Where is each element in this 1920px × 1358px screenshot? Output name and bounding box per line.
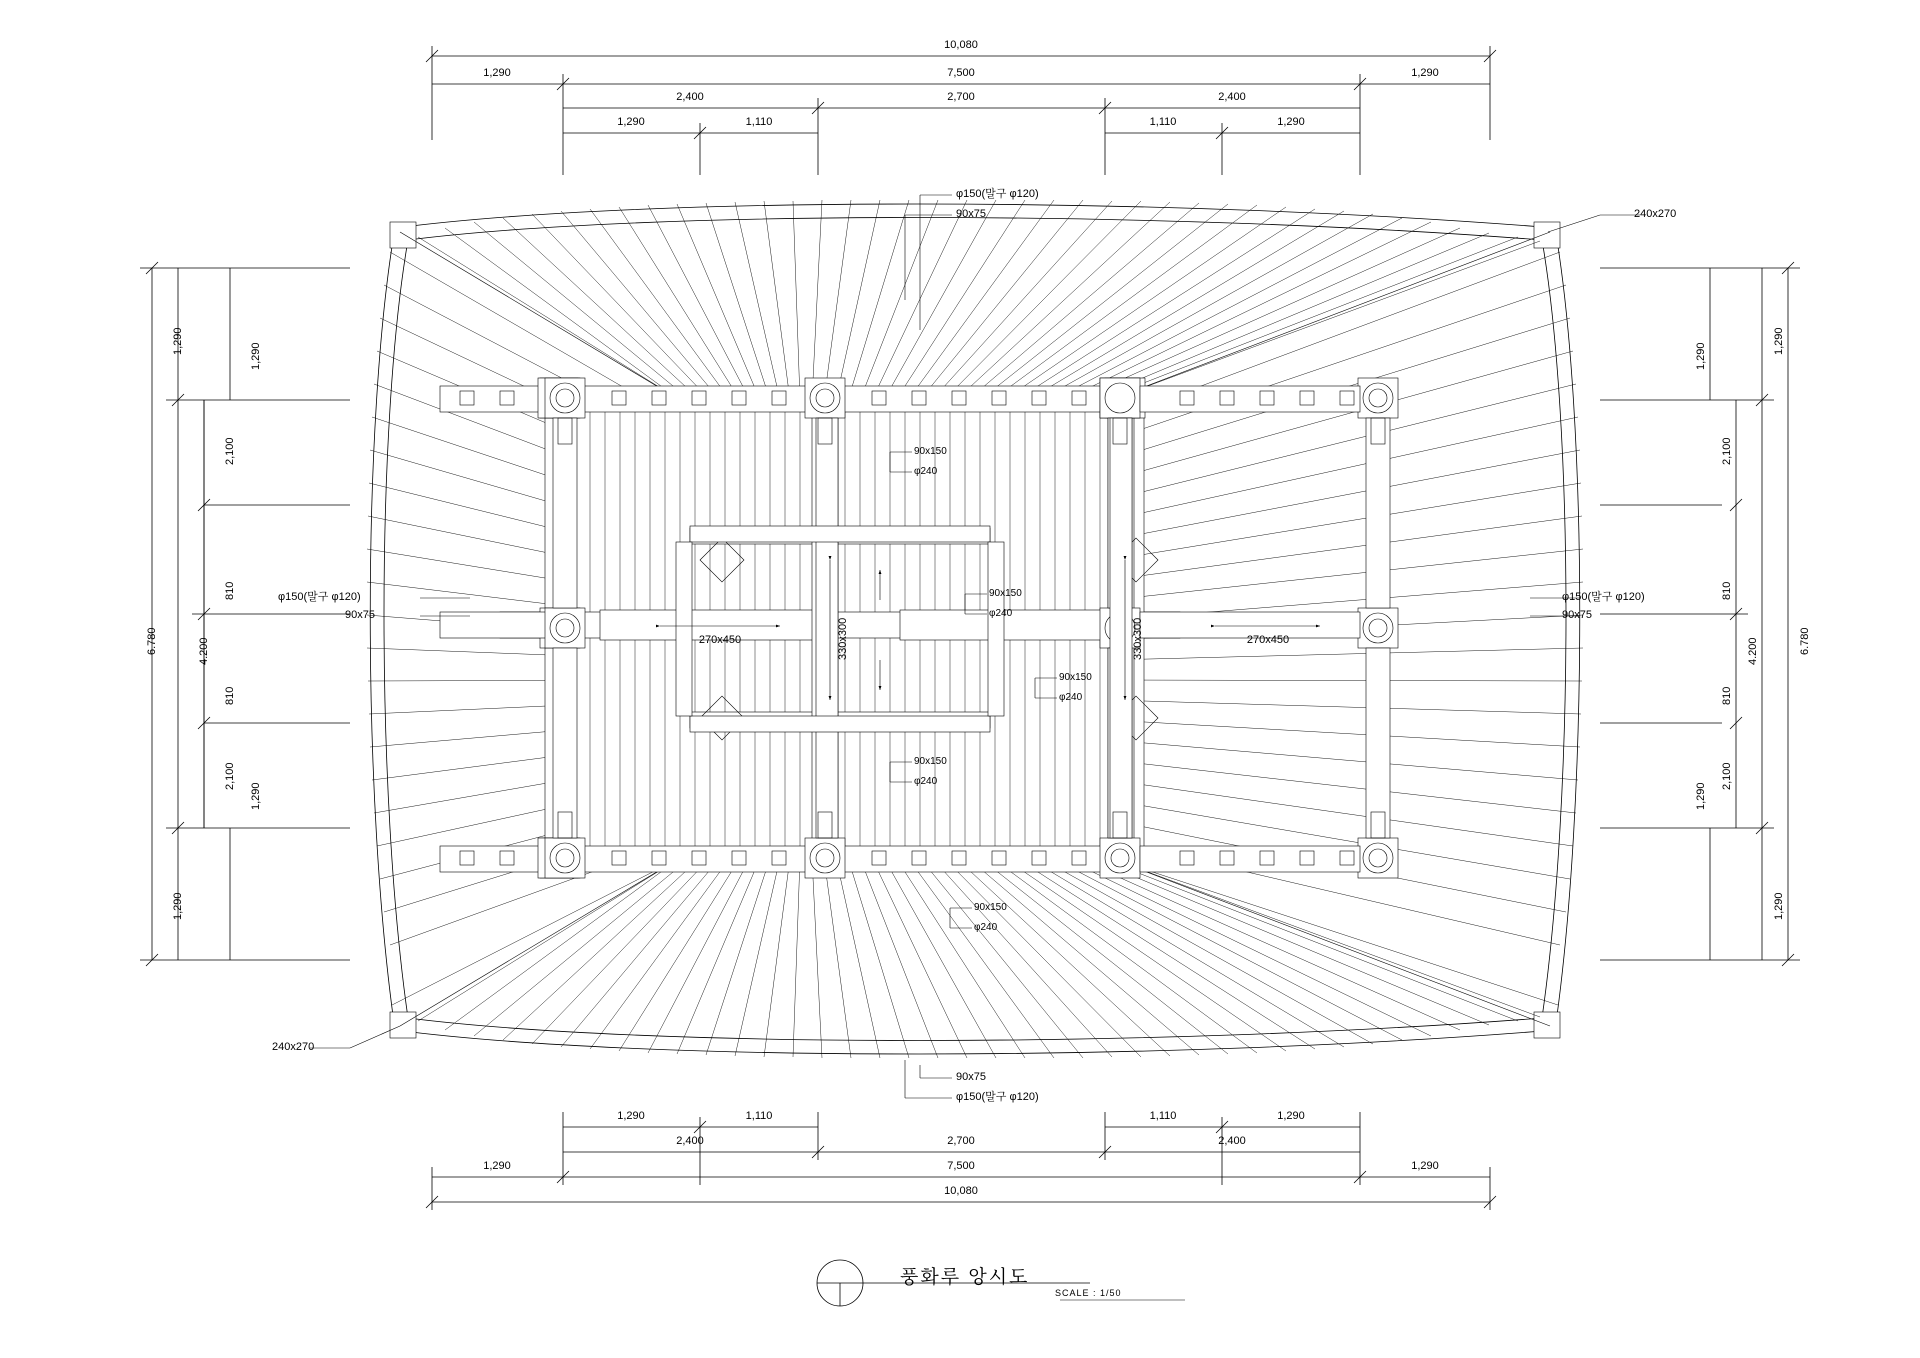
callout-beam-a1: 90x150	[914, 446, 947, 457]
callout-beam-b2: φ240	[989, 608, 1013, 619]
callout-top-purlin: 90x75	[956, 208, 986, 220]
dim-right-mid: 4.200	[1747, 637, 1759, 665]
callout-bottom-left-corner: 240x270	[272, 1041, 315, 1053]
dim-left-outer: 6.780	[146, 627, 158, 655]
dim-bottom-r1-1: 1,290	[617, 1110, 645, 1122]
callout-beam-d2: φ240	[914, 776, 938, 787]
dim-right-inner-1: 1,290	[1695, 342, 1707, 370]
dim-left-inner-2: 1,290	[250, 782, 262, 810]
callout-beam-e2: φ240	[974, 922, 998, 933]
dim-left-seg-4: 810	[224, 686, 236, 705]
drawing-title: 풍화루 앙시도	[900, 1267, 1030, 1288]
dim-right-seg-6: 1,290	[1773, 892, 1785, 920]
dim-bottom-r3-1: 1,290	[483, 1160, 511, 1172]
dim-right-seg-3: 810	[1721, 581, 1733, 600]
callout-beam-b1: 90x150	[989, 588, 1022, 599]
callout-beam-d1: 90x150	[914, 756, 947, 767]
dim-top-r4-3: 1,110	[1149, 116, 1177, 128]
callout-beam-a2: φ240	[914, 466, 938, 477]
callout-right-purlin: 90x75	[1562, 609, 1592, 621]
dim-left-seg-1: 1,290	[172, 327, 184, 355]
dim-top-r4-2: 1,110	[745, 116, 773, 128]
dim-left-seg-3: 810	[224, 581, 236, 600]
dim-right-seg-5: 2,100	[1721, 762, 1733, 790]
callout-top-rafter: φ150(말구 φ120)	[956, 188, 1039, 200]
dim-bottom-overall: 10,080	[944, 1185, 978, 1197]
dim-left-seg-5: 2,100	[224, 762, 236, 790]
dim-right-seg-4: 810	[1721, 686, 1733, 705]
dim-top-r2-1: 1,290	[483, 67, 511, 79]
dim-left-inner-1: 1,290	[250, 342, 262, 370]
callout-girder-right: 270x450	[1246, 634, 1290, 646]
dim-right-inner-2: 1,290	[1695, 782, 1707, 810]
drawing-scale: SCALE : 1/50	[1055, 1288, 1122, 1298]
dim-bottom-r2-1: 2,400	[676, 1135, 704, 1147]
dim-top-r3-1: 2,400	[676, 91, 704, 103]
callout-right-rafter: φ150(말구 φ120)	[1562, 591, 1645, 603]
dim-top-r2-2: 7,500	[947, 67, 975, 79]
dim-bottom-r1-2: 1,110	[745, 1110, 773, 1122]
dim-bottom-r1-4: 1,290	[1277, 1110, 1305, 1122]
callout-column-right: 330x300	[1132, 617, 1144, 660]
dim-top-r3-3: 2,400	[1218, 91, 1246, 103]
callout-top-right-corner: 240x270	[1634, 208, 1677, 220]
callout-girder-left: 270x450	[698, 634, 742, 646]
dim-left-mid: 4.200	[198, 637, 210, 665]
dim-bottom-r1-3: 1,110	[1149, 1110, 1177, 1122]
callout-beam-c1: 90x150	[1059, 672, 1092, 683]
dim-top-r4-1: 1,290	[617, 116, 645, 128]
dim-right-seg-2: 2,100	[1721, 437, 1733, 465]
dim-top-r2-3: 1,290	[1411, 67, 1439, 79]
callout-bottom-purlin: 90x75	[956, 1071, 986, 1083]
dim-left-seg-2: 2,100	[224, 437, 236, 465]
dim-right-outer: 6.780	[1799, 627, 1811, 655]
dim-bottom-r2-2: 2,700	[947, 1135, 975, 1147]
callout-left-rafter: φ150(말구 φ120)	[278, 591, 361, 603]
dim-top-overall: 10,080	[944, 39, 978, 51]
dim-top-r3-2: 2,700	[947, 91, 975, 103]
callout-beam-e1: 90x150	[974, 902, 1007, 913]
dim-bottom-r3-2: 7,500	[947, 1160, 975, 1172]
callout-column-left: 330x300	[837, 617, 849, 660]
dim-bottom-r2-3: 2,400	[1218, 1135, 1246, 1147]
dim-left-seg-6: 1,290	[172, 892, 184, 920]
dim-top-r4-4: 1,290	[1277, 116, 1305, 128]
callout-left-purlin: 90x75	[345, 609, 375, 621]
dim-bottom-r3-3: 1,290	[1411, 1160, 1439, 1172]
dim-right-seg-1: 1,290	[1773, 327, 1785, 355]
callout-bottom-rafter: φ150(말구 φ120)	[956, 1091, 1039, 1103]
callout-beam-c2: φ240	[1059, 692, 1083, 703]
